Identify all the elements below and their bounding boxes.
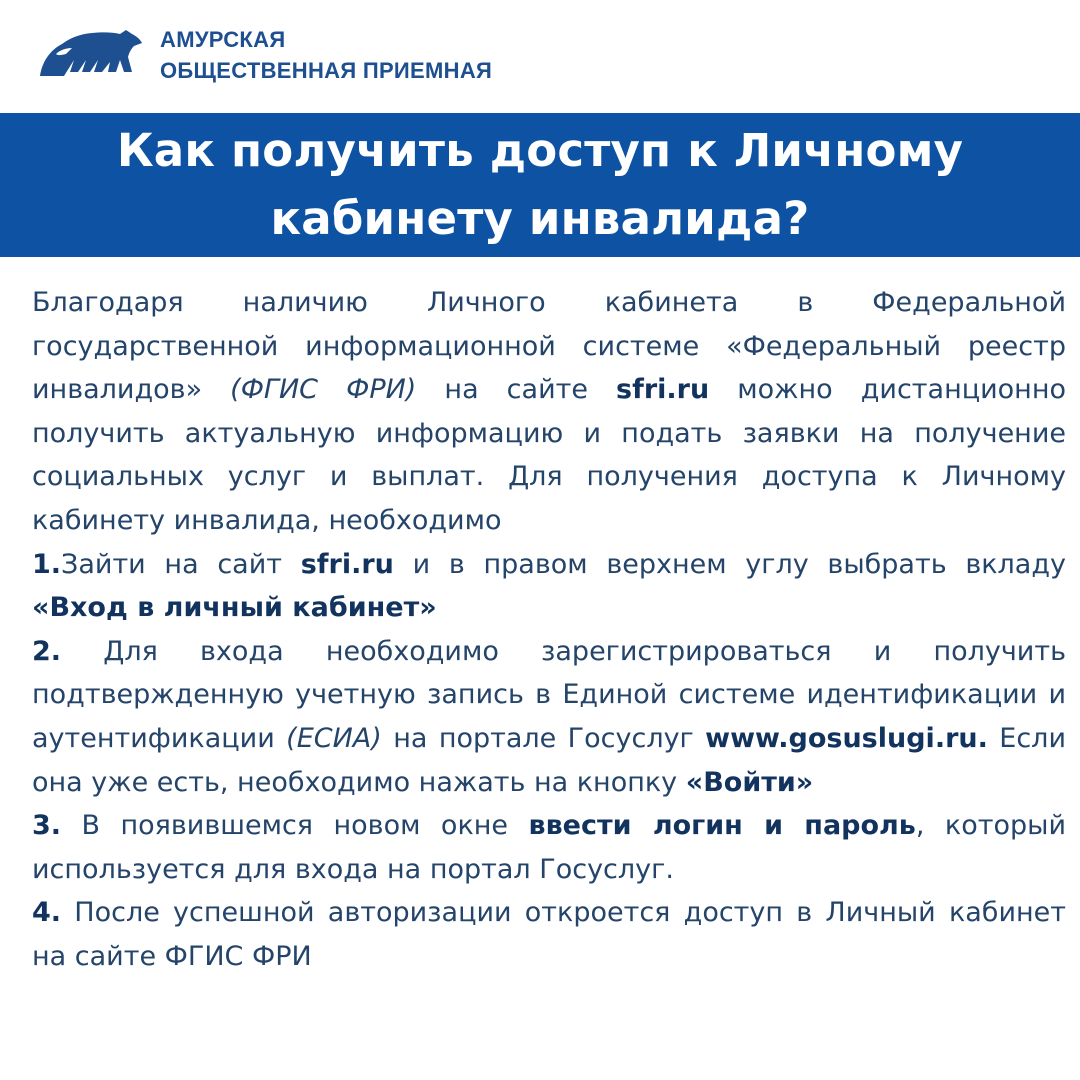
title-banner [0, 113, 1080, 257]
title-line1: Как получить доступ к Личному [116, 124, 964, 177]
step-4 [32, 891, 1066, 978]
step-1 [32, 543, 1066, 630]
step-text: Для входа необходимо зарегистрироваться и получить подтвержденную учетную запись в Единой системе идентификации и аутентификации [32, 635, 1066, 754]
step-number: 2. [32, 635, 62, 667]
sfri-link[interactable]: sfri.ru [300, 548, 394, 580]
step-2 [32, 630, 1066, 804]
login-password-emphasis: ввести логин и пароль [528, 810, 916, 842]
esia-abbr: (ЕСИА) [286, 722, 382, 754]
header [0, 0, 1080, 112]
title-line2: кабинету инвалида? [270, 192, 810, 245]
intro-text: Благодаря наличию Личного кабинета в Федеральной государственной информационной системе «Федеральный реестр инвалидов» [32, 287, 1066, 406]
step-text: В появившемся новом окне [61, 810, 529, 842]
enter-button-label: «Войти» [685, 766, 814, 798]
intro-text: на сайте [416, 374, 617, 406]
login-tab-label: «Вход в личный кабинет» [32, 592, 437, 624]
org-name-line1: АМУРСКАЯ [160, 27, 286, 52]
fgis-fri-abbr: (ФГИС ФРИ) [230, 374, 417, 406]
org-name-line2: ОБЩЕСТВЕННАЯ ПРИЕМНАЯ [160, 58, 493, 83]
step-text: После успешной авторизации откроется доступ в Личный кабинет на сайте ФГИС ФРИ [32, 897, 1066, 972]
step-number: 1. [32, 548, 62, 580]
step-text: Если она уже есть, необходимо нажать на кнопку [32, 722, 1066, 798]
intro-paragraph [32, 281, 1066, 543]
sfri-link[interactable]: sfri.ru [616, 374, 710, 406]
step-text: и в правом верхнем углу выбрать вкладу [393, 548, 1066, 580]
step-text: Зайти на сайт [61, 548, 301, 580]
article-body [32, 281, 1066, 979]
org-name [160, 24, 492, 86]
step-text: , который используется для входа на портал Госуслуг. [32, 810, 1067, 885]
step-3 [32, 804, 1066, 891]
step-number: 3. [32, 810, 62, 842]
bear-logo-icon [36, 24, 146, 84]
page-title [117, 117, 963, 253]
step-number: 4. [32, 897, 62, 929]
step-text: на портале Госуслуг [381, 722, 706, 754]
intro-text: можно дистанционно получить актуальную информацию и подать заявки на получение социальных услуг и выплат. Для получения доступа к Личному кабинету инвалида, необходимо [32, 374, 1066, 536]
gosuslugi-link[interactable]: www.gosuslugi.ru. [705, 722, 988, 754]
